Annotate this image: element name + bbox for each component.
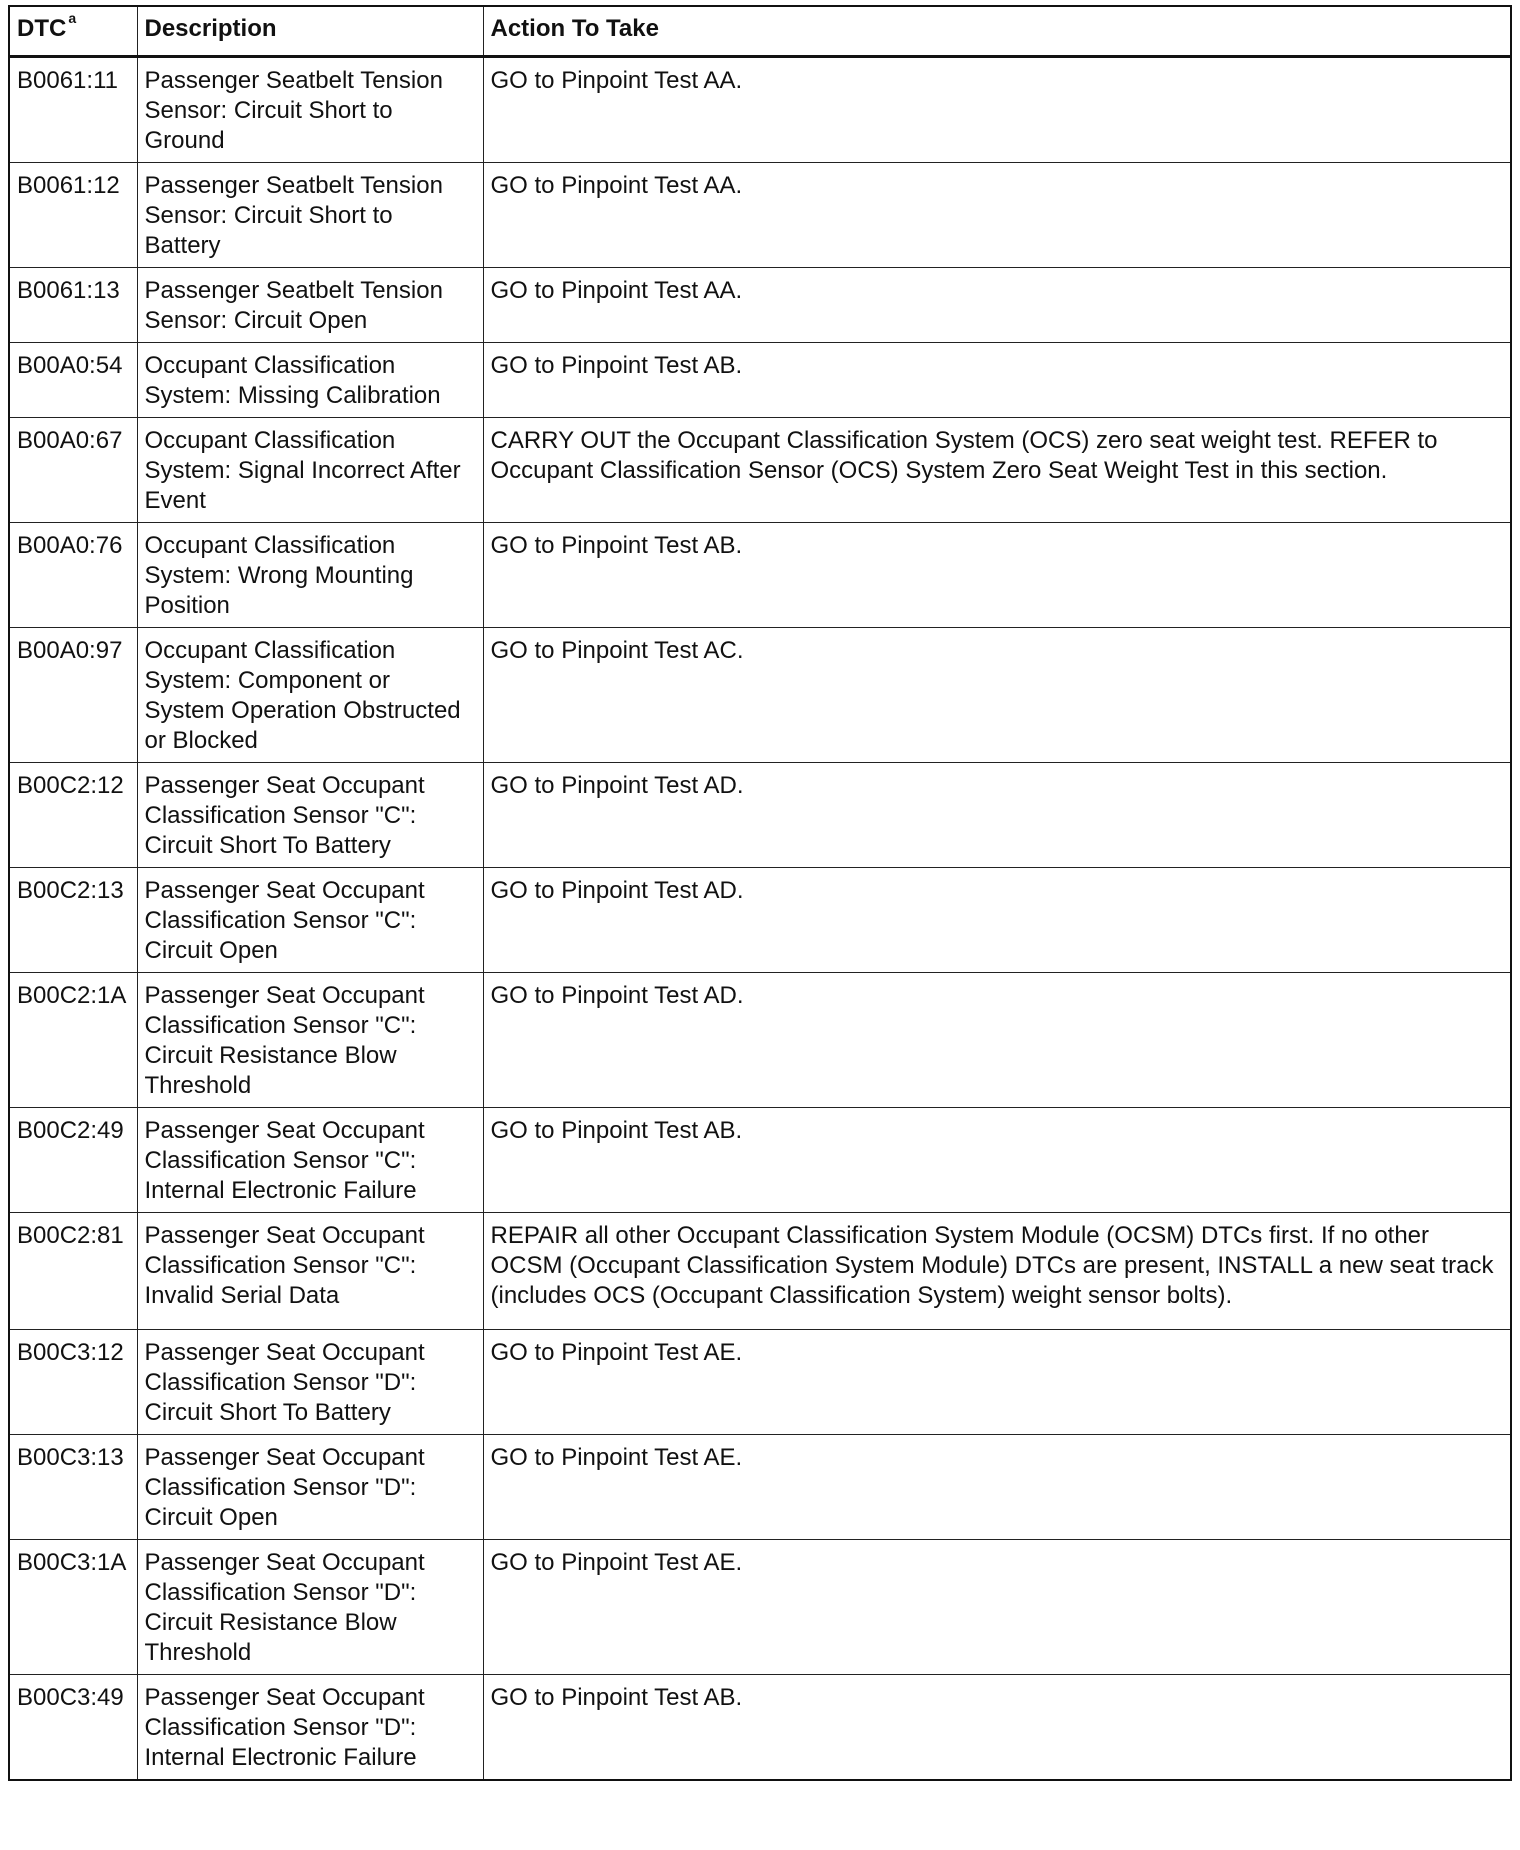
- cell-dtc: B00C2:81: [9, 1213, 137, 1330]
- table-body: [9, 57, 1511, 1781]
- cell-dtc: B00A0:97: [9, 628, 137, 763]
- cell-dtc: B00C3:12: [9, 1330, 137, 1435]
- cell-dtc: B00C3:1A: [9, 1540, 137, 1675]
- header-dtc-label: DTC: [17, 15, 67, 42]
- table-row: [9, 1330, 1511, 1435]
- table-row: [9, 57, 1511, 163]
- cell-dtc: B0061:12: [9, 163, 137, 268]
- cell-description: Passenger Seat Occupant Classification Sensor "C": Circuit Resistance Blow Threshold: [137, 973, 483, 1108]
- cell-dtc: B00C2:12: [9, 763, 137, 868]
- table-row: [9, 868, 1511, 973]
- cell-dtc: B0061:13: [9, 268, 137, 343]
- cell-description: Occupant Classification System: Component or System Operation Obstructed or Blocked: [137, 628, 483, 763]
- table-row: [9, 1435, 1511, 1540]
- header-description: Description: [137, 6, 483, 57]
- table-header: [9, 6, 1511, 57]
- cell-action: GO to Pinpoint Test AB.: [483, 343, 1511, 418]
- cell-dtc: B00A0:54: [9, 343, 137, 418]
- cell-dtc: B00C2:13: [9, 868, 137, 973]
- cell-action: GO to Pinpoint Test AE.: [483, 1540, 1511, 1675]
- cell-action: GO to Pinpoint Test AE.: [483, 1330, 1511, 1435]
- cell-action: GO to Pinpoint Test AB.: [483, 1675, 1511, 1781]
- cell-action: REPAIR all other Occupant Classification System Module (OCSM) DTCs first. If no other OCSM (Occupant Classification System Module) DTCs are present, INSTALL a new seat track (includes OCS (Occupant Classification System) weight sensor bolts).: [483, 1213, 1511, 1330]
- table-row: [9, 628, 1511, 763]
- table-row: [9, 1675, 1511, 1781]
- cell-description: Passenger Seat Occupant Classification Sensor "D": Internal Electronic Failure: [137, 1675, 483, 1781]
- cell-description: Occupant Classification System: Signal Incorrect After Event: [137, 418, 483, 523]
- cell-action: GO to Pinpoint Test AB.: [483, 1108, 1511, 1213]
- table-row: [9, 343, 1511, 418]
- cell-description: Passenger Seat Occupant Classification Sensor "D": Circuit Resistance Blow Threshold: [137, 1540, 483, 1675]
- cell-dtc: B00C2:49: [9, 1108, 137, 1213]
- cell-action: GO to Pinpoint Test AB.: [483, 523, 1511, 628]
- cell-description: Passenger Seatbelt Tension Sensor: Circuit Short to Battery: [137, 163, 483, 268]
- cell-description: Passenger Seatbelt Tension Sensor: Circuit Short to Ground: [137, 57, 483, 163]
- cell-dtc: B00C3:13: [9, 1435, 137, 1540]
- header-dtc: [9, 6, 137, 57]
- cell-dtc: B00A0:67: [9, 418, 137, 523]
- table-row: [9, 763, 1511, 868]
- header-action: Action To Take: [483, 6, 1511, 57]
- cell-action: GO to Pinpoint Test AD.: [483, 763, 1511, 868]
- cell-description: Passenger Seat Occupant Classification Sensor "C": Internal Electronic Failure: [137, 1108, 483, 1213]
- cell-action: GO to Pinpoint Test AD.: [483, 973, 1511, 1108]
- cell-description: Occupant Classification System: Wrong Mounting Position: [137, 523, 483, 628]
- cell-description: Occupant Classification System: Missing Calibration: [137, 343, 483, 418]
- table-row: [9, 1540, 1511, 1675]
- dtc-footnote-marker: a: [68, 10, 77, 26]
- cell-description: Passenger Seat Occupant Classification Sensor "C": Invalid Serial Data: [137, 1213, 483, 1330]
- cell-action: CARRY OUT the Occupant Classification System (OCS) zero seat weight test. REFER to Occupant Classification Sensor (OCS) System Zero Seat Weight Test in this section.: [483, 418, 1511, 523]
- table-row: [9, 1108, 1511, 1213]
- table-row: [9, 268, 1511, 343]
- cell-description: Passenger Seat Occupant Classification Sensor "D": Circuit Open: [137, 1435, 483, 1540]
- cell-description: Passenger Seatbelt Tension Sensor: Circuit Open: [137, 268, 483, 343]
- table-row: [9, 1213, 1511, 1330]
- cell-action: GO to Pinpoint Test AC.: [483, 628, 1511, 763]
- cell-description: Passenger Seat Occupant Classification Sensor "C": Circuit Open: [137, 868, 483, 973]
- table-row: [9, 163, 1511, 268]
- header-row: [9, 6, 1511, 57]
- cell-action: GO to Pinpoint Test AA.: [483, 163, 1511, 268]
- cell-dtc: B00C3:49: [9, 1675, 137, 1781]
- cell-dtc: B00C2:1A: [9, 973, 137, 1108]
- cell-dtc: B00A0:76: [9, 523, 137, 628]
- cell-action: GO to Pinpoint Test AA.: [483, 268, 1511, 343]
- cell-action: GO to Pinpoint Test AD.: [483, 868, 1511, 973]
- cell-action: GO to Pinpoint Test AE.: [483, 1435, 1511, 1540]
- cell-action: GO to Pinpoint Test AA.: [483, 57, 1511, 163]
- dtc-table: [8, 5, 1512, 1781]
- table-row: [9, 418, 1511, 523]
- cell-description: Passenger Seat Occupant Classification Sensor "C": Circuit Short To Battery: [137, 763, 483, 868]
- table-row: [9, 973, 1511, 1108]
- cell-dtc: B0061:11: [9, 57, 137, 163]
- cell-description: Passenger Seat Occupant Classification Sensor "D": Circuit Short To Battery: [137, 1330, 483, 1435]
- table-row: [9, 523, 1511, 628]
